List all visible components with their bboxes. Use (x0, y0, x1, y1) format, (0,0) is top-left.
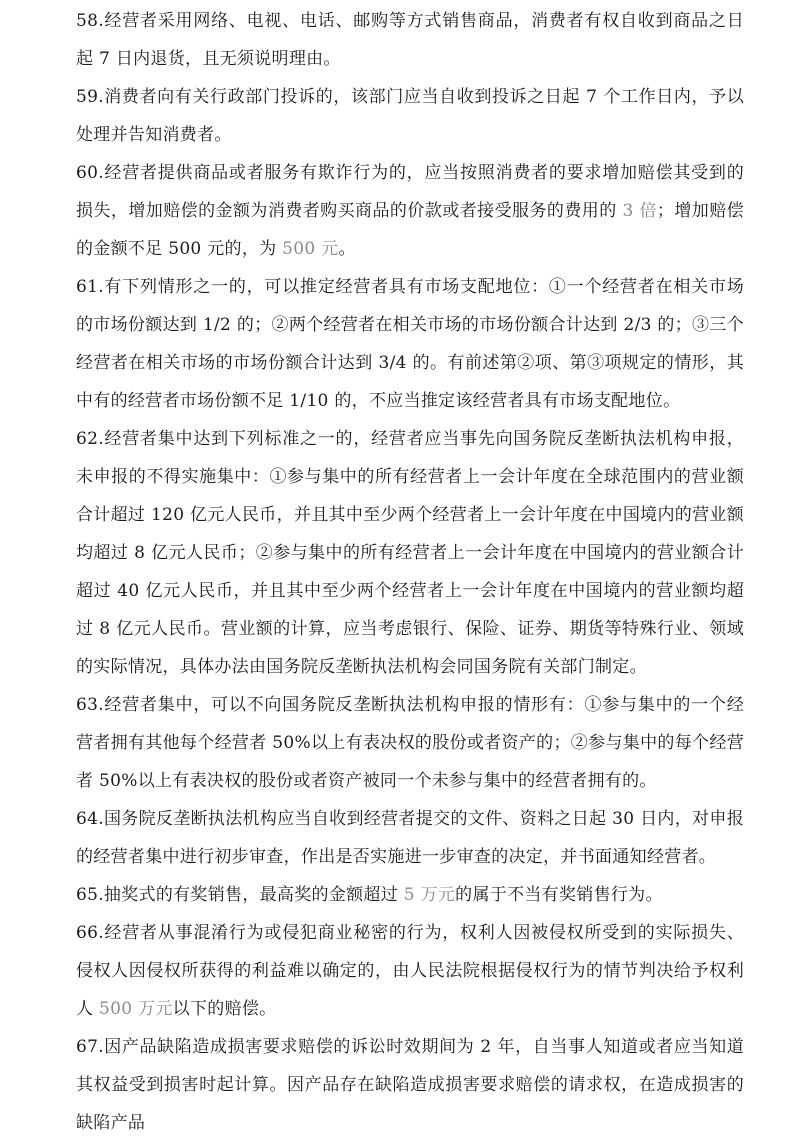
paragraph-59 (76, 78, 744, 154)
text-segment: 。 (338, 239, 356, 259)
paragraph-61 (76, 268, 744, 420)
text-segment: ；增加赔偿的金额不足 500 元的，为 (76, 201, 744, 259)
paragraph-58 (76, 2, 744, 78)
document-page (76, 2, 744, 1142)
text-segment: 61.有下列情形之一的，可以推定经营者具有市场支配地位：①一个经营者在相关市场的市场份额达到 1/2 的；②两个经营者在相关市场的市场份额合计达到 2/3 的；③三个经营者在相关市场的市场份额合计达到 3/4 的。有前述第②项、第③项规定的情形，其中有的经营者市场份额不足 1/10 的，不应当推定该经营者具有市场支配地位。 (76, 277, 744, 411)
paragraph-64 (76, 800, 744, 876)
paragraph-65 (76, 876, 744, 914)
paragraph-63 (76, 686, 744, 800)
highlighted-value: 500 元 (282, 239, 339, 259)
highlighted-value: 5 万元 (398, 885, 456, 905)
text-segment: 59.消费者向有关行政部门投诉的，该部门应当自收到投诉之日起 7 个工作日内，予以处理并告知消费者。 (76, 87, 744, 145)
text-segment: 60.经营者提供商品或者服务有欺诈行为的，应当按照消费者的要求增加赔偿其受到的损失，增加赔偿的金额为消费者购买商品的价款或者接受服务的费用的 (76, 163, 744, 221)
text-segment: 以下的赔偿。 (172, 999, 277, 1019)
text-segment: 的属于不当有奖销售行为。 (455, 885, 663, 905)
text-segment: 62.经营者集中达到下列标准之一的，经营者应当事先向国务院反垄断执法机构申报，未申报的不得实施集中：①参与集中的所有经营者上一会计年度在全球范围内的营业额合计超过 120 亿元人民币，并且其中至少两个经营者上一会计年度在中国境内的营业额均超过 8 亿元人民币；②参与集中的所有经营者上一会计年度在中国境内的营业额合计超过 40 亿元人民币，并且其中至少两个经营者上一会计年度在中国境内的营业额均超过 8 亿元人民币。营业额的计算，应当考虑银行、保险、证券、期货等特殊行业、领域的实际情况，具体办法由国务院反垄断执法机构会同国务院有关部门制定。 (76, 429, 744, 677)
highlighted-value: 3 倍 (616, 201, 657, 221)
paragraph-60 (76, 154, 744, 268)
text-segment: 64.国务院反垄断执法机构应当自收到经营者提交的文件、资料之日起 30 日内，对申报的经营者集中进行初步审查，作出是否实施进一步审查的决定，并书面通知经营者。 (76, 809, 744, 867)
text-segment: 67.因产品缺陷造成损害要求赔偿的诉讼时效期间为 2 年，自当事人知道或者应当知道其权益受到损害时起计算。因产品存在缺陷造成损害要求赔偿的请求权，在造成损害的缺陷产品 (76, 1037, 744, 1133)
paragraph-62 (76, 420, 744, 686)
paragraph-67 (76, 1028, 744, 1142)
text-segment: 58.经营者采用网络、电视、电话、邮购等方式销售商品，消费者有权自收到商品之日起 7 日内退货，且无须说明理由。 (76, 11, 744, 69)
text-segment: 65.抽奖式的有奖销售，最高奖的金额超过 (76, 885, 399, 905)
text-segment: 66.经营者从事混淆行为或侵犯商业秘密的行为，权利人因被侵权所受到的实际损失、侵权人因侵权所获得的利益难以确定的，由人民法院根据侵权行为的情节判决给予权利人 (76, 923, 744, 1019)
highlighted-value: 500 万元 (93, 999, 173, 1019)
paragraph-66 (76, 914, 744, 1028)
text-segment: 63.经营者集中，可以不向国务院反垄断执法机构申报的情形有：①参与集中的一个经营者拥有其他每个经营者 50%以上有表决权的股份或者资产的；②参与集中的每个经营者 50%以上有表决权的股份或者资产被同一个未参与集中的经营者拥有的。 (76, 695, 744, 791)
